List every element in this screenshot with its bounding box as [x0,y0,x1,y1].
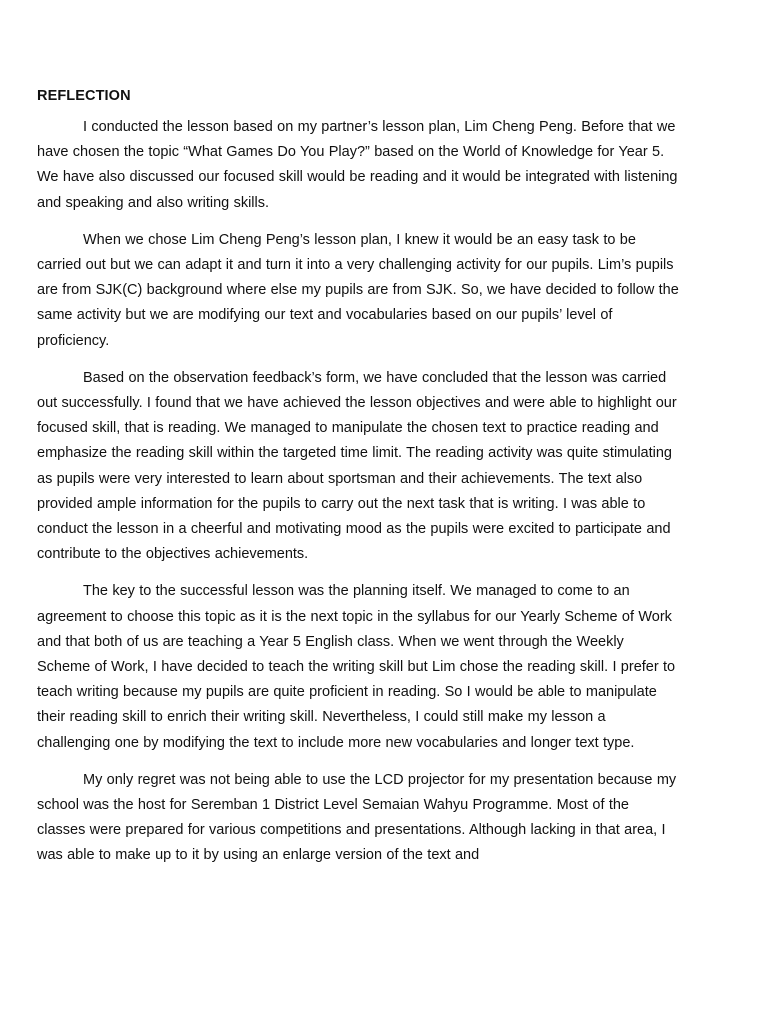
document-page [37,87,681,881]
paragraph-5: My only regret was not being able to use the LCD projector for my presentation because my school was the host for Seremban 1 District Level Semaian Wahyu Programme. Most of the classes were prepared for various competitions and presentations. Although lacking in that area, I was able to make up to it by using an enlarge version of the text and [37,771,677,864]
paragraph-4: The key to the successful lesson was the planning itself. We managed to come to an agreement to choose this topic as it is the next topic in the syllabus for our Yearly Scheme of Work and that both of us are teaching a Year 5 English class. When we went through the Weekly Scheme of Work, I have decided to teach the writing skill but Lim chose the reading skill. I prefer to teach writing because my pupils are quite proficient in reading. So I would be able to manipulate their reading skill to enrich their writing skill. Nevertheless, I could still make my lesson a challenging one by modifying the text to include more new vocabularies and longer text type. [37,583,676,751]
paragraph-1: I conducted the lesson based on my partner’s lesson plan, Lim Cheng Peng. Before that we have chosen the topic “What Games Do You Play?” based on the World of Knowledge for Year 5. We have also discussed our focused skill would be reading and it would be integrated with listening and speaking and also writing skills. [37,119,678,211]
paragraph-3: Based on the observation feedback’s form, we have concluded that the lesson was carried out successfully. I found that we have achieved the lesson objectives and were able to highlight our focused skill, that is reading. We managed to manipulate the chosen text to practice reading and emphasize the reading skill within the targeted time limit. The reading activity was quite stimulating as pupils were very interested to learn about sportsman and their achievements. The text also provided ample information for the pupils to carry out the next task that is writing. I was able to conduct the lesson in a cheerful and motivating mood as the pupils were excited to participate and contribute to the objectives achievements. [37,369,677,563]
document-heading: REFLECTION [37,88,131,104]
paragraph-2: When we chose Lim Cheng Peng’s lesson plan, I knew it would be an easy task to be carried out but we can adapt it and turn it into a very challenging activity for our pupils. Lim’s pupils are from SJK(C) background where else my pupils are from SJK. So, we have decided to follow the same activity but we are modifying our text and vocabularies based on our pupils’ level of proficiency. [37,231,679,349]
